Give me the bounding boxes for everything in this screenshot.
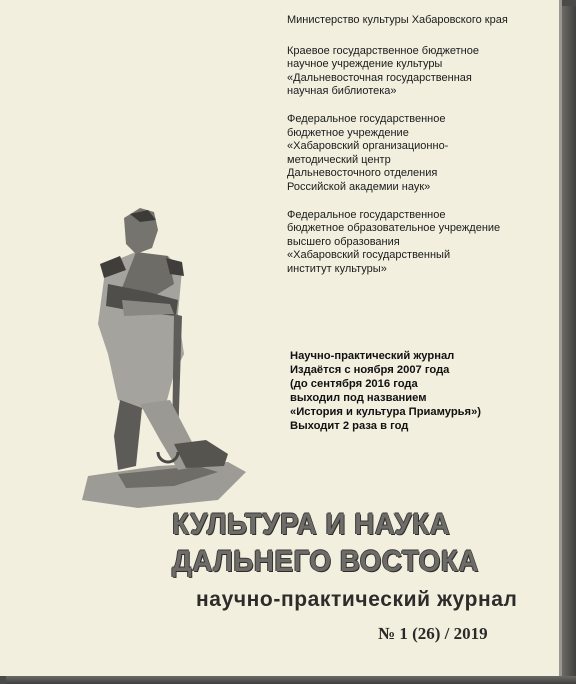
info-line: Научно-практический журнал [290,350,455,362]
info-line: Издаётся с ноября 2007 года [290,364,450,376]
journal-info [290,349,550,433]
publisher-line: Федеральное государственное [287,112,446,125]
publisher-line: бюджетное учреждение [287,126,409,139]
publisher-line: Дальневосточного отделения [287,167,438,180]
publisher-line: «Дальневосточная государственная [287,71,472,84]
publisher-line: высшего образования [287,235,400,248]
page-edge-shadow [6,676,576,684]
publisher-methodical-center [287,113,557,195]
issue-number: № 1 (26) / 2019 [378,624,488,643]
publisher-line: Министерство культуры Хабаровского края [287,14,508,26]
publisher-line: научная библиотека» [287,85,397,98]
info-line: «История и культура Приамурья») [290,406,482,418]
publisher-institute [287,209,557,277]
info-line: выходил под названием [290,392,427,404]
title-line-2: ДАЛЬНЕГО ВОСТОКА [172,545,479,578]
info-line: (до сентября 2016 года [290,378,418,390]
publisher-ministry [287,14,557,28]
page-edge-shadow [562,6,576,684]
publisher-line: методический центр [287,153,391,166]
journal-title [172,506,535,580]
publisher-line: «Хабаровский государственный [287,249,451,262]
publishers-block [287,14,557,291]
publisher-line: бюджетное образовательное учреждение [287,222,501,235]
info-line: Выходит 2 раза в год [290,420,409,432]
publisher-line: научное учреждение культуры [287,58,443,71]
title-line-1: КУЛЬТУРА И НАУКА [172,508,451,541]
publisher-line: Российской академии наук» [287,180,431,193]
publisher-line: Краевое государственное бюджетное [287,44,479,57]
publisher-library [287,45,557,99]
journal-subtitle: научно-практический журнал [196,588,518,611]
publisher-line: Федеральное государственное [287,208,446,221]
publisher-line: «Хабаровский организационно- [287,140,449,153]
publisher-line: институт культуры» [287,262,387,275]
monument-illustration [78,204,248,512]
